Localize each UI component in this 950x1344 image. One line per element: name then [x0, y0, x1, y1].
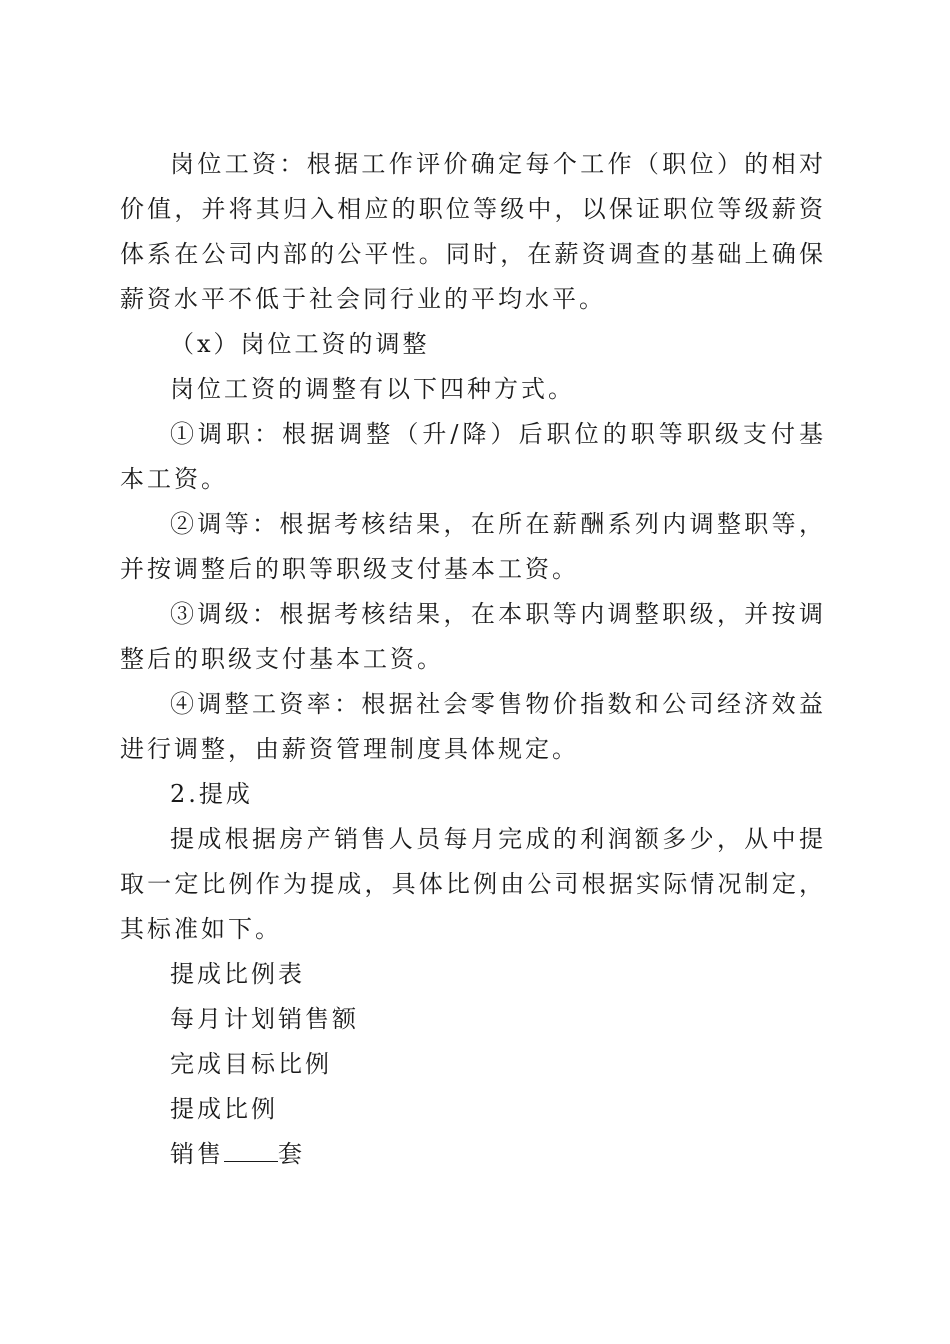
paragraph-commission: 提成根据房产销售人员每月完成的利润额多少，从中提取一定比例作为提成，具体比例由公司根据实际情况制定，其标准如下。 [120, 825, 826, 943]
heading-commission: 2.提成 [170, 780, 253, 808]
paragraph-adjust-position: ①调职：根据调整（升/降）后职位的职等职级支付基本工资。 [120, 420, 826, 493]
document-body [120, 142, 826, 1177]
paragraph-adjust-grade: ②调等：根据考核结果，在所在薪酬系列内调整职等，并按调整后的职等职级支付基本工资。 [120, 510, 826, 583]
table-header-commission-ratio: 提成比例 [170, 1095, 278, 1123]
line-sales-units [120, 1132, 826, 1177]
paragraph-adjustment-intro: 岗位工资的调整有以下四种方式。 [170, 375, 575, 403]
blank-field [224, 1139, 278, 1162]
table-header-completion-ratio: 完成目标比例 [170, 1050, 332, 1078]
sales-prefix: 销售 [170, 1140, 224, 1168]
sales-suffix: 套 [278, 1140, 305, 1168]
paragraph-adjust-level: ③调级：根据考核结果，在本职等内调整职级，并按调整后的职级支付基本工资。 [120, 600, 826, 673]
heading-position-salary-adjustment: （x）岗位工资的调整 [170, 330, 430, 358]
paragraph-position-salary: 岗位工资：根据工作评价确定每个工作（职位）的相对价值，并将其归入相应的职位等级中，以保证职位等级薪资体系在公司内部的公平性。同时，在薪资调查的基础上确保薪资水平不低于社会同行业的平均水平。 [120, 150, 826, 313]
table-title-commission-ratio: 提成比例表 [170, 960, 305, 988]
paragraph-adjust-wage-rate: ④调整工资率：根据社会零售物价指数和公司经济效益进行调整，由薪资管理制度具体规定。 [120, 690, 826, 763]
table-header-monthly-sales-target: 每月计划销售额 [170, 1005, 359, 1033]
